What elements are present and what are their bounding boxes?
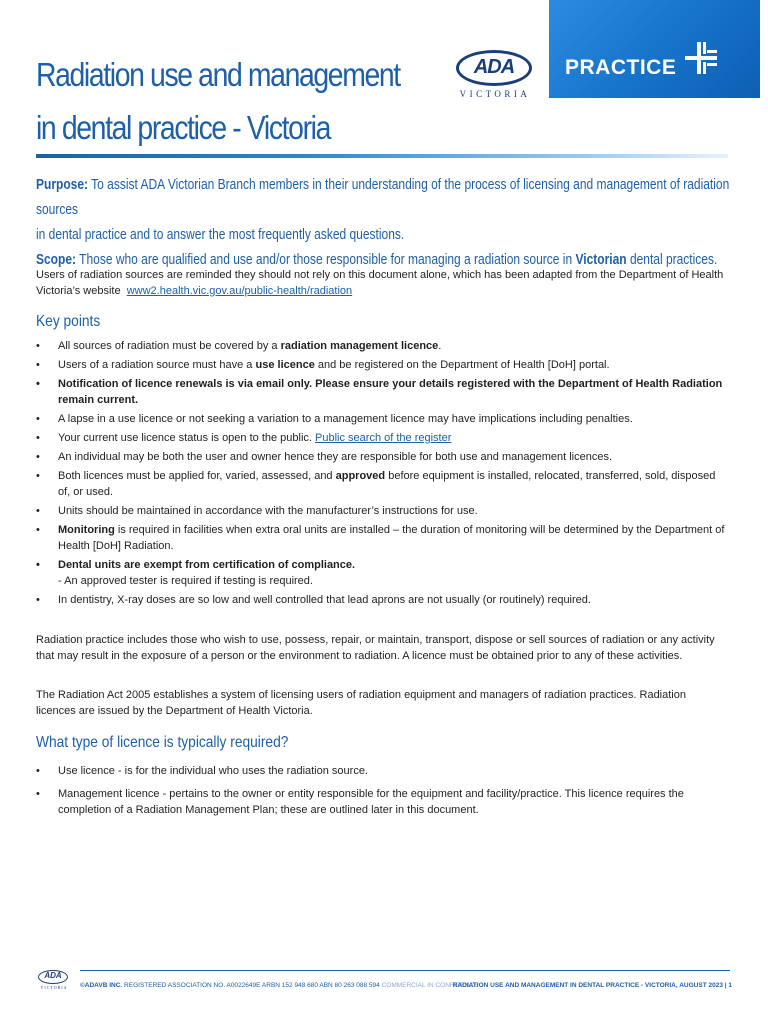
footer-logo-subtitle: VICTORIA [40,985,68,990]
scope-text: Those who are qualified and use and/or those responsible for managing a radiation source in [79,251,573,268]
list-item: • A lapse in a use licence or not seeking a variation to a management licence may have implications including penalties. [36,411,726,427]
practice-badge-label: PRACTICE [565,56,677,79]
list-item: • Users of a radiation source must have a use licence and be registered on the Department of Health [DoH] portal. [36,357,726,373]
purpose-paragraph [36,172,756,222]
footer-logo-text: ADA [44,971,62,980]
intro-paragraph [36,267,726,299]
footer-reg: REGISTERED ASSOCIATION NO. A0022649E ARBN 152 948 680 ABN 80 263 088 594 [124,982,380,989]
licence-type-list [36,763,726,825]
plus-cross-icon [685,42,717,74]
list-item: • Your current use licence status is open to the public. Public search of the register [36,430,726,446]
list-item: • Use licence - is for the individual who uses the radiation source. [36,763,726,779]
purpose-paragraph-cont: in dental practice and to answer the most frequently asked questions. [36,226,405,243]
logo-text: ADA [473,56,515,78]
title-line-2: in dental practice - Victoria [36,109,330,146]
footer-doc-title-page: RADIATION USE AND MANAGEMENT IN DENTAL PRACTICE - VICTORIA, AUGUST 2023 | 1 [452,982,732,989]
radiation-act-paragraph: The Radiation Act 2005 establishes a system of licensing users of radiation equipment and managers of radiation practices. Radiation licences are issued by the Department of Health Victoria. [36,689,686,717]
list-item: • Units should be maintained in accordance with the manufacturer’s instructions for use. [36,503,726,519]
scope-bold: Victorian [575,251,627,268]
footer-registration [80,982,478,989]
scope-label: Scope: [36,251,77,268]
key-points-heading: Key points [36,313,101,330]
scope-text-end: dental practices. [629,251,718,268]
page-title [36,48,400,154]
footer-confidential: COMMERCIAL IN CONFIDENCE [381,982,479,989]
key-points-list [36,338,726,611]
practice-badge [549,0,760,98]
radiation-practice-paragraph: Radiation practice includes those who wish to use, possess, repair, or maintain, transport, dispose or sell sources of radiation or any activity that may result in the exposure of a person or the environment to radiation. A licence must be obtained prior to any of these activities. [36,634,715,662]
logo-subtitle: VICTORIA [459,89,531,99]
list-item: • Monitoring is required in facilities when extra oral units are installed – the duration of monitoring will be determined by the Department of Health [DoH] Radiation. [36,522,726,554]
purpose-label: Purpose: [36,176,89,193]
intro-text: Users of radiation sources are reminded they should not rely on this document alone, which has been adapted from the Department of Health Victoria’s website [36,269,724,297]
licence-type-heading: What type of licence is typically required? [36,734,289,751]
list-item: • Both licences must be applied for, varied, assessed, and approved before equipment is installed, relocated, transferred, sold, disposed of, or used. [36,468,726,500]
list-item: • An individual may be both the user and owner hence they are responsible for both use and management licences. [36,449,726,465]
title-line-1: Radiation use and management [36,56,400,93]
list-item: • Dental units are exempt from certification of compliance. - An approved tester is required if testing is required. [36,557,726,589]
purpose-scope-block [36,172,756,272]
public-register-link[interactable]: Public search of the register [315,432,452,444]
header-divider [36,154,728,158]
ada-victoria-logo [452,50,538,102]
purpose-text: To assist ADA Victorian Branch members in their understanding of the process of licensing and management of radiation sources [36,176,730,218]
list-item: • In dentistry, X-ray doses are so low and well controlled that lead aprons are not usually (or routinely) required. [36,592,726,608]
list-item: • Notification of licence renewals is via email only. Please ensure your details registered with the Department of Health Radiation remain current. [36,376,726,408]
footer-ada-logo [36,968,72,992]
footer-divider [80,970,730,971]
health-website-link[interactable]: www2.health.vic.gov.au/public-health/radiation [126,285,353,297]
footer-org: ©ADAVB INC. [80,982,123,989]
list-item: • Management licence - pertains to the owner or entity responsible for the equipment and facility/practice. This licence requires the completion of a Radiation Management Plan; these are outlined later in this document. [36,786,726,818]
list-item: • All sources of radiation must be covered by a radiation management licence. [36,338,726,354]
